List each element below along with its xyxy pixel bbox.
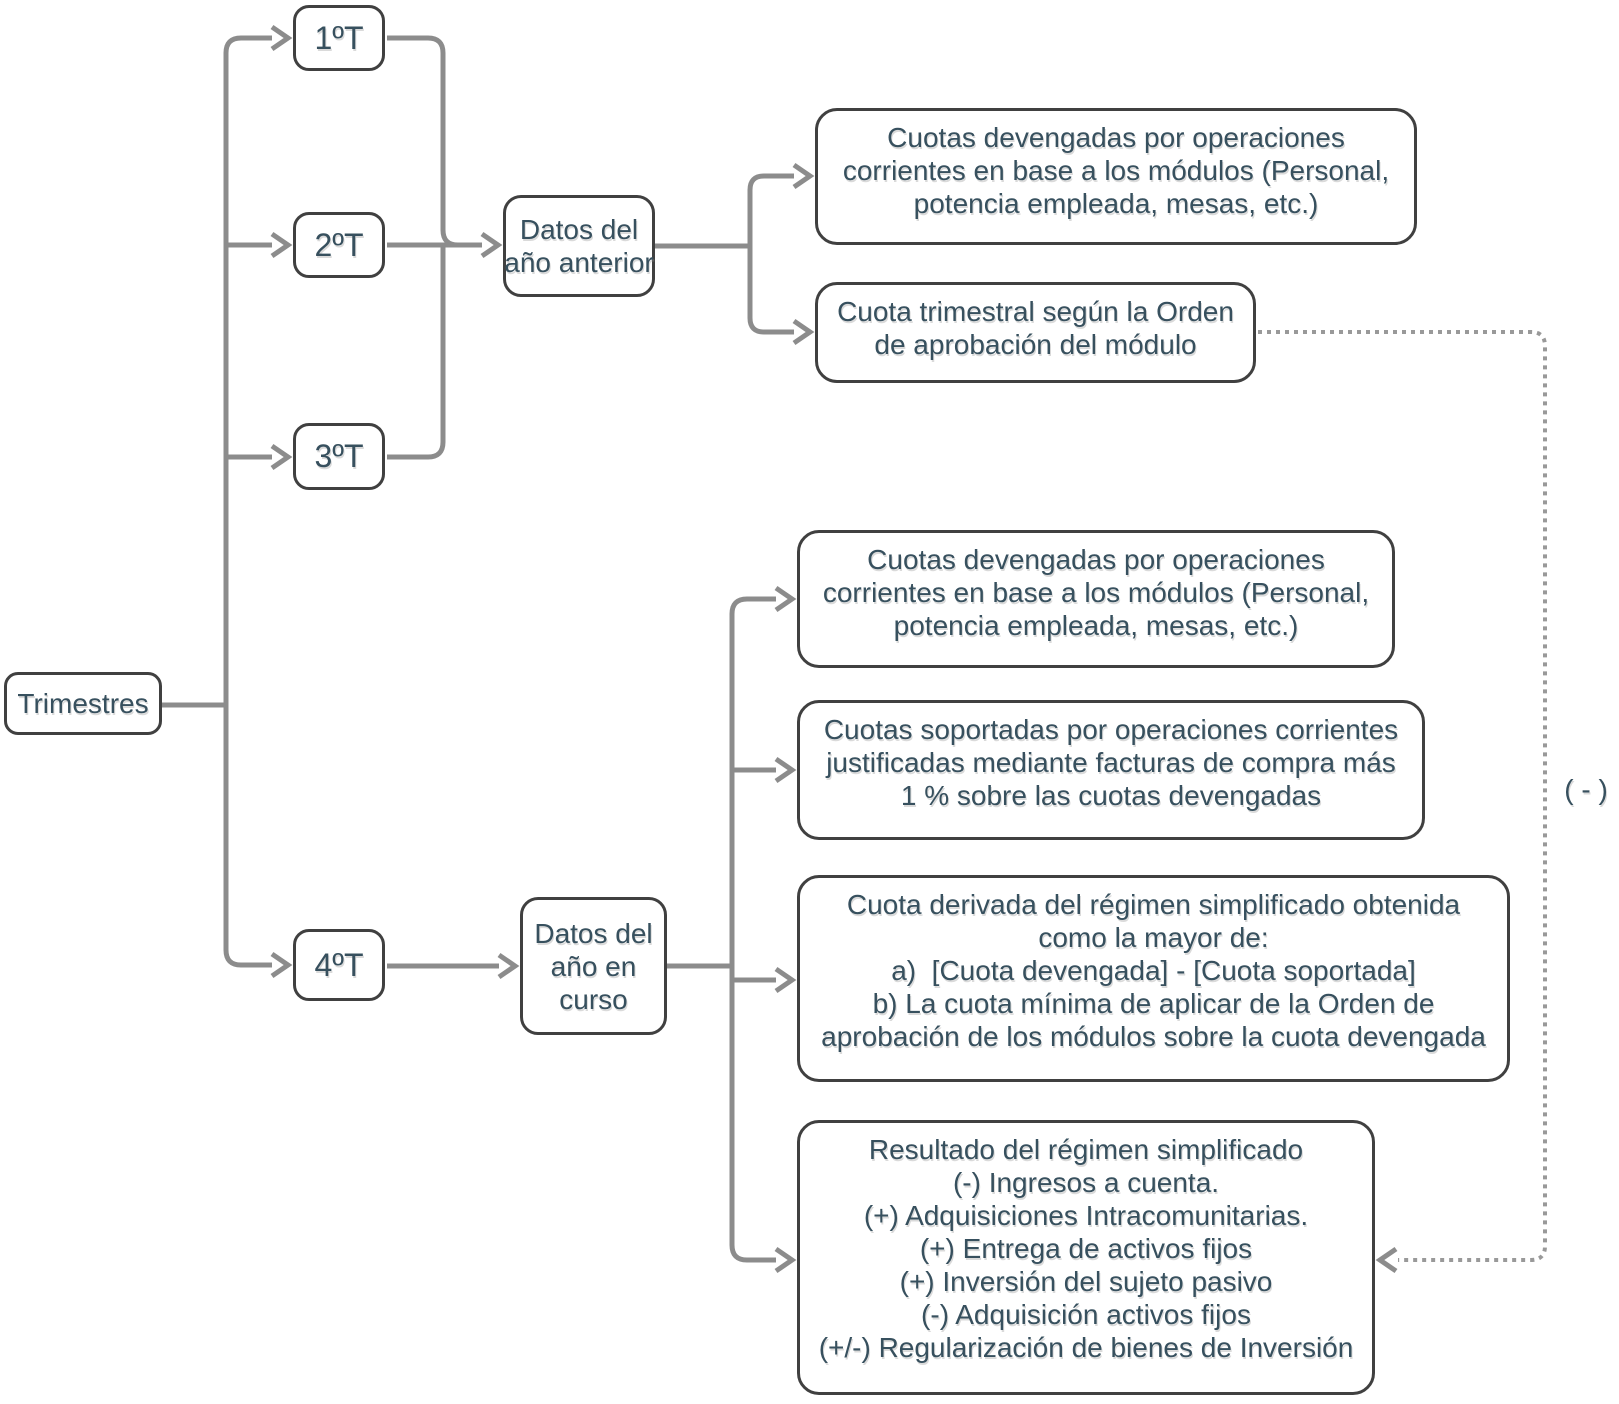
minus-edge-label: ( - ): [1564, 774, 1608, 805]
node-q1-label: 1ºT: [314, 19, 364, 56]
node-cur-soportadas-line: 1 % sobre las cuotas devengadas: [900, 780, 1322, 811]
node-resultado: [797, 1120, 1375, 1395]
node-cur-devengadas-line: corrientes en base a los módulos (Personal,: [822, 577, 1370, 608]
node-trimestres-label: Trimestres: [17, 688, 149, 719]
node-cur-devengadas: [797, 530, 1395, 668]
arrowhead-dotted-resultado: [1380, 1249, 1396, 1271]
node-cur-derivada-line: aprobación de los módulos sobre la cuota devengada: [821, 1021, 1486, 1052]
edge-trunk: [226, 38, 272, 965]
node-cur-derivada-line: como la mayor de:: [1038, 922, 1269, 953]
node-resultado-line: (+) Entrega de activos fijos: [919, 1233, 1253, 1264]
arrowhead-cur-devengadas: [776, 588, 792, 610]
arrowhead-prev-devengadas: [794, 165, 810, 187]
node-cur-soportadas-line: justificadas mediante facturas de compra más: [826, 747, 1396, 778]
edge-q1-collector: [387, 38, 458, 245]
arrowhead-prev-trimestral: [794, 321, 810, 343]
node-cur-soportadas-line: Cuotas soportadas por operaciones corrientes: [823, 714, 1399, 745]
arrowhead-q4: [272, 954, 288, 976]
node-q1: [293, 5, 385, 71]
node-datos-anterior-line: Datos del: [519, 214, 639, 245]
node-datos-curso: [520, 897, 667, 1035]
edge-split-curso: [732, 599, 776, 1260]
node-prev-trimestral-line: Cuota trimestral según la Orden: [837, 296, 1234, 327]
node-datos-curso-line: curso: [559, 983, 628, 1015]
node-cur-derivada-line: Cuota derivada del régimen simplificado obtenida: [846, 889, 1461, 920]
node-q4: [293, 929, 385, 1001]
arrowhead-q2: [272, 234, 288, 256]
node-cur-soportadas: [797, 700, 1425, 840]
node-cur-derivada: [797, 875, 1510, 1082]
node-q4-label: 4ºT: [314, 946, 364, 983]
node-resultado-line: (-) Ingresos a cuenta.: [952, 1167, 1220, 1198]
node-q3: [293, 423, 385, 490]
arrowhead-datos-anterior: [482, 234, 498, 256]
node-prev-devengadas-line: Cuotas devengadas por operaciones: [887, 122, 1345, 153]
node-resultado-line: (+/-) Regularización de bienes de Inversión: [818, 1332, 1354, 1363]
node-cur-derivada-line: b) La cuota mínima de aplicar de la Orden de: [872, 988, 1435, 1019]
node-cur-devengadas-line: potencia empleada, mesas, etc.): [893, 610, 1299, 641]
node-prev-devengadas-line: corrientes en base a los módulos (Personal,: [842, 155, 1390, 186]
node-prev-trimestral: [815, 282, 1256, 383]
node-prev-devengadas: [815, 108, 1417, 245]
arrowhead-cur-derivada: [776, 969, 792, 991]
node-resultado-line: Resultado del régimen simplificado: [868, 1134, 1304, 1165]
node-prev-trimestral-line: de aprobación del módulo: [874, 329, 1197, 360]
arrowhead-q3: [272, 446, 288, 468]
node-cur-devengadas-line: Cuotas devengadas por operaciones: [867, 544, 1325, 575]
node-resultado-line: (+) Inversión del sujeto pasivo: [899, 1266, 1273, 1297]
node-q2-label: 2ºT: [314, 226, 364, 263]
node-prev-devengadas-line: potencia empleada, mesas, etc.): [913, 188, 1319, 219]
arrowhead-q1: [272, 27, 288, 49]
node-datos-anterior-line: año anterior: [504, 247, 654, 278]
node-datos-anterior: [503, 195, 655, 297]
arrowhead-resultado: [776, 1249, 792, 1271]
edge-q3-collector: [387, 245, 443, 457]
arrowhead-cur-soportadas: [776, 759, 792, 781]
edge-split-anterior: [750, 176, 794, 332]
node-datos-curso-line: año en: [550, 950, 637, 982]
node-trimestres: [4, 672, 162, 735]
node-resultado-line: (-) Adquisición activos fijos: [921, 1299, 1251, 1330]
node-datos-curso-line: Datos del: [534, 917, 653, 949]
arrowhead-datos-curso: [499, 955, 515, 977]
node-cur-derivada-line: a) [Cuota devengada] - [Cuota soportada]: [891, 955, 1416, 986]
node-q2: [293, 212, 385, 278]
node-q3-label: 3ºT: [314, 438, 364, 474]
node-resultado-line: (+) Adquisiciones Intracomunitarias.: [863, 1200, 1309, 1231]
